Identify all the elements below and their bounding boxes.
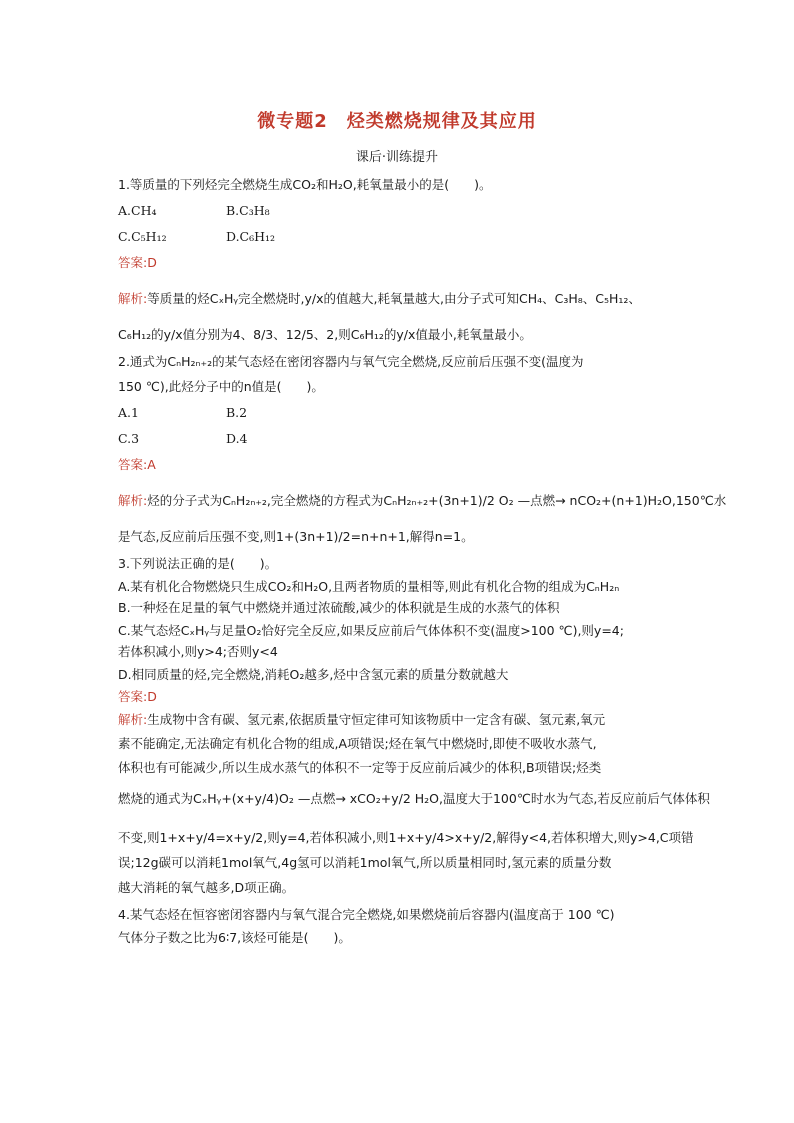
q3-explanation-line-6: 误;12g碳可以消耗1mol氧气,4g氢可以消耗1mol氧气,所以质量相同时,氢元素的质量分数 <box>118 855 612 870</box>
question-4-stem-line-1: 4.某气态烃在恒容密闭容器内与氧气混合完全燃烧,如果燃烧前后容器内(温度高于 100 ℃) <box>118 907 615 922</box>
page-subtitle: 课后·训练提升 <box>355 150 439 165</box>
question-3-stem: 3.下列说法正确的是( )。 <box>118 556 278 571</box>
q2-option-c: C.3 <box>118 431 140 446</box>
question-1-options-row-2 <box>118 228 678 246</box>
explanation-label: 解析: <box>118 712 148 727</box>
explanation-label: 解析: <box>118 493 148 508</box>
q3-option-c-line-1: C.某气态烃CₓHᵧ与足量O₂恰好完全反应,如果反应前后气体体积不变(温度>100 ℃),则y=4; <box>118 623 624 638</box>
q2-explanation-line-2: 是气态,反应前后压强不变,则1+(3n+1)/2=n+n+1,解得n=1。 <box>118 529 474 544</box>
question-2-options-row-2 <box>118 430 678 448</box>
question-2-stem-line-1: 2.通式为CₙH₂ₙ₊₂的某气态烃在密闭容器内与氧气完全燃烧,反应前后压强不变(温度为 <box>118 354 584 369</box>
q2-explanation-line-1: 解析:烃的分子式为CₙH₂ₙ₊₂,完全燃烧的方程式为CₙH₂ₙ₊₂+(3n+1)/2 O₂ —点燃→ nCO₂+(n+1)H₂O,150℃水 <box>118 493 727 508</box>
question-1-options-row-1 <box>118 202 678 220</box>
q1-option-b: B.C₃H₈ <box>226 203 270 218</box>
q3-option-c-line-2: 若体积减小,则y>4;否则y<4 <box>118 644 278 659</box>
q2-option-d: D.4 <box>226 431 248 446</box>
q3-explanation-line-3: 体积也有可能减少,所以生成水蒸气的体积不一定等于反应前后减少的体积,B项错误;烃类 <box>118 760 602 775</box>
q3-explanation-line-5: 不变,则1+x+y/4=x+y/2,则y=4,若体积减小,则1+x+y/4>x+y/2,解得y<4,若体积增大,则y>4,C项错 <box>118 830 694 845</box>
q1-explanation-line-1: 解析:等质量的烃CₓHᵧ完全燃烧时,y/x的值越大,耗氧量越大,由分子式可知CH₄、C₃H₈、C₅H₁₂、 <box>118 291 641 306</box>
question-1-stem: 1.等质量的下列烃完全燃烧生成CO₂和H₂O,耗氧量最小的是( )。 <box>118 177 492 192</box>
q3-explanation-line-7: 越大消耗的氧气越多,D项正确。 <box>118 880 295 895</box>
q3-option-b: B.一种烃在足量的氧气中燃烧并通过浓硫酸,减少的体积就是生成的水蒸气的体积 <box>118 600 560 615</box>
q3-explanation-line-1: 解析:生成物中含有碳、氢元素,依据质量守恒定律可知该物质中一定含有碳、氢元素,氧元 <box>118 712 606 727</box>
q3-explanation-line-2: 素不能确定,无法确定有机化合物的组成,A项错误;烃在氧气中燃烧时,即使不吸收水蒸气, <box>118 736 597 751</box>
explanation-label: 解析: <box>118 291 148 306</box>
q1-explanation-line-2: C₆H₁₂的y/x值分别为4、8/3、12/5、2,则C₆H₁₂的y/x值最小,耗氧量最小。 <box>118 327 532 342</box>
q3-explanation-line-4: 燃烧的通式为CₓHᵧ+(x+y/4)O₂ —点燃→ xCO₂+y/2 H₂O,温度大于100℃时水为气态,若反应前后气体体积 <box>118 791 710 806</box>
q1-option-a: A.CH₄ <box>118 203 157 218</box>
q1-option-c: C.C₅H₁₂ <box>118 229 167 244</box>
question-4-stem-line-2: 气体分子数之比为6∶7,该烃可能是( )。 <box>118 930 351 945</box>
q3-option-d: D.相同质量的烃,完全燃烧,消耗O₂越多,烃中含氢元素的质量分数就越大 <box>118 667 509 682</box>
q1-answer: 答案:D <box>118 255 157 270</box>
q2-option-b: B.2 <box>226 405 248 420</box>
question-2-options-row-1 <box>118 404 678 422</box>
q2-answer: 答案:A <box>118 457 156 472</box>
q2-option-a: A.1 <box>118 405 139 420</box>
page-title: 微专题2 烃类燃烧规律及其应用 <box>257 111 537 132</box>
content-body <box>118 170 727 947</box>
q3-answer: 答案:D <box>118 689 157 704</box>
q3-option-a: A.某有机化合物燃烧只生成CO₂和H₂O,且两者物质的量相等,则此有机化合物的组成为CₙH₂ₙ <box>118 579 620 594</box>
q1-option-d: D.C₆H₁₂ <box>226 229 276 244</box>
question-2-stem-line-2: 150 ℃),此烃分子中的n值是( )。 <box>118 379 324 394</box>
